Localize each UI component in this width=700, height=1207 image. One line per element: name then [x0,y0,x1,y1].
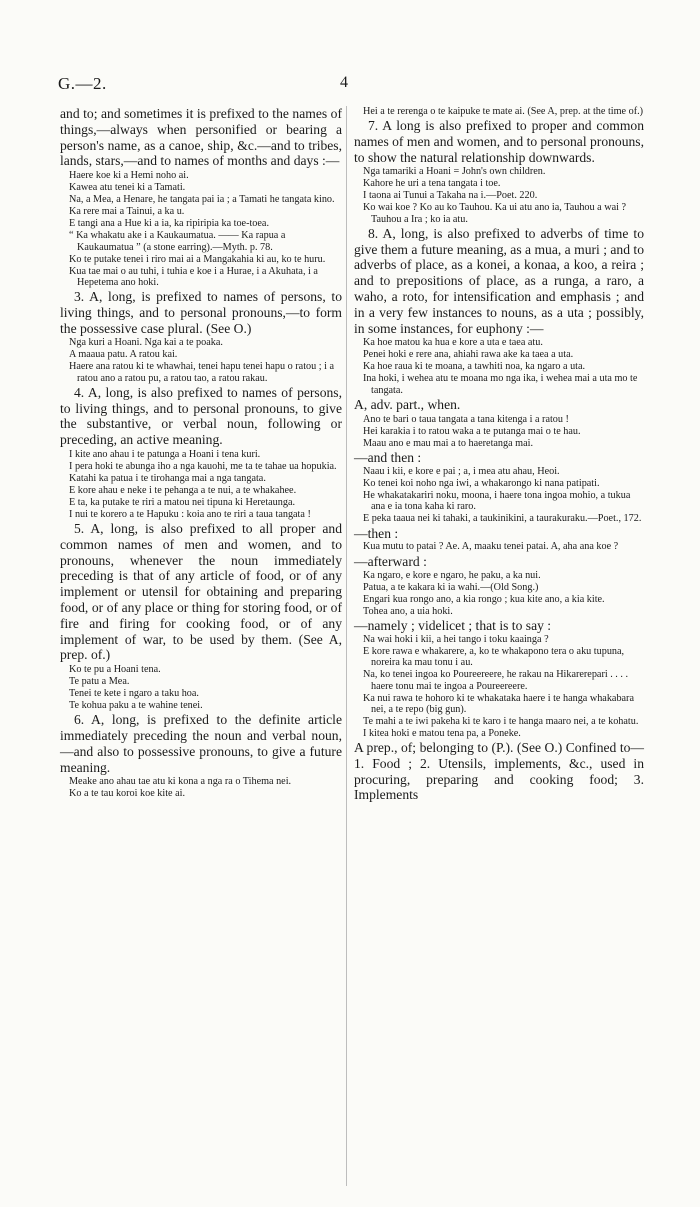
example-line: Kua tae mai o au tuhi, i tuhia e koe i a Hurae, i a Akuhata, i a Hepetema ano hoki. [69,265,318,288]
example-line: Naau i kii, e kore e pai ; a, i mea atu ahau, Heoi. [363,465,560,477]
paragraph: 4. A, long, is also prefixed to names of persons, to living things, and to personal pronouns, to give the substantive, or verbal noun, following or preceding, an active meaning. [60,384,342,448]
example-line: Penei hoki e rere ana, ahiahi rawa ake ka taea a uta. [363,349,574,361]
example-line: E kore rawa e whakarere, a, ko te whakapono tera o aku tupuna, noreira ka mau tonu i au. [363,645,625,669]
right-column [354,106,644,804]
example-line: Ka hoe raua ki te moana, a tawhiti noa, ka ngaro a uta. [363,361,586,373]
example-line: E ta, ka putake te riri a matou nei tipuna ki Heretaunga. [69,496,296,508]
paragraph: 3. A, long, is prefixed to names of persons, to living things, and to personal pronouns,—to form the possessive case plural. (See O.) [60,289,342,336]
paragraph: 8. A, long, is also prefixed to adverbs of time to give them a future meaning, as a mua, a muri ; and to adverbs of place, as a konei, a konaa, a koo, a reira ; and to prepositions of place, as a runga, a raro, a waho, a roto, for intensification and emphasis ; and in a very few instances to nouns, as a uta ; possibly, in some instances, for euphony :— [354,225,644,336]
example-line: Ka hoe matou ka hua e kore a uta e taea atu. [363,337,543,349]
example-line: Maau ano e mau mai a to haeretanga mai. [363,437,533,449]
example-line: Meake ano ahau tae atu ki kona a nga ra o Tihema nei. [69,776,292,788]
example-line: E tangi ana a Hue ki a ia, ka ripiripia ka toe-toea. [69,218,269,230]
example-line: Haere koe ki a Hemi noho ai. [69,170,189,182]
example-line: “ Ka whakatu ake i a Kaukaumatua. —— Ka rapua a Kaukaumatua ” (a stone earring).—Myth. p. 78. [69,230,286,253]
example-line: I kite ano ahau i te patunga a Hoani i tena kuri. [69,448,261,460]
example-line: Kahore he uri a tena tangata i toe. [363,178,501,190]
example-line: Na, a Mea, a Henare, he tangata pai ia ; a Tamati he tangata kino. [69,194,335,206]
example-line: Ka rere mai a Tainui, a ka u. [69,206,185,218]
example-line: Ka nui rawa te hohoro ki te whakataka haere i te hanga whakabara nei, a te repo (big gun). [363,692,634,716]
example-line: He whakatakariri noku, moona, i haere tona ingoa mohio, a tukua ana e ia tona kaha ki raro. [363,489,631,513]
paragraph: and to; and sometimes it is prefixed to the names of things,—always when personified or bearing a person's name, as a canoe, ship, &c.—and to tribes, lands, stars,—and to names of months and days :— [60,106,342,169]
example-line: Ko a te tau koroi koe kite ai. [69,788,185,800]
paragraph: 5. A, long, is also prefixed to all proper and common names of men and women, and to pronouns, whenever the noun immediately preceding is that of any article of food, or of any implement or utensil for obtaining and preparing food, or of any place or thing for storing food, or of fire and firing for cooking food, or of any implement of war, to be used by them. (See A, prep. of.) [60,520,342,663]
paragraph: 6. A, long, is prefixed to the definite article immediately preceding the noun and verbal noun,—and also to possessive pronouns, to give a future meaning. [60,712,342,775]
example-line: Kua mutu to patai ? Ae. A, maaku tenei patai. A, aha ana koe ? [363,541,619,553]
example-line: I pera hoki te abunga iho a nga kauohi, me ta te tahae ua hopukia. [69,460,337,472]
paragraph: A, adv. part., when. [354,396,461,412]
example-line: I kitea hoki e matou tena pa, a Poneke. [363,728,521,740]
sense-heading: —afterward : [354,553,427,569]
example-line: Ina hoki, i wehea atu te moana mo nga ika, i wehea mai a uta mo te tangata. [363,373,638,396]
example-line: I nui te korero a te Hapuku : koia ano te riri a taua tangata ! [69,508,311,520]
example-line: E kore ahau e neke i te pehanga a te nui, a te whakahee. [69,484,297,496]
sense-heading: —and then : [354,449,422,465]
example-line: Nga tamariki a Hoani = John's own children. [363,166,546,178]
example-line: Tenei te kete i ngaro a taku hoa. [69,688,199,700]
left-column [60,106,342,800]
example-line: Ko te putake tenei i riro mai ai a Mangakahia ki au, ko te huru. [69,253,326,265]
example-line: Na wai hoki i kii, a hei tango i toku kaainga ? [363,633,549,645]
sense-heading: —namely ; videlicet ; that is to say : [354,618,552,633]
example-line: Ko wai koe ? Ko au ko Tauhou. Ka ui atu ano ia, Tauhou a wai ? Tauhou a Ira ; ko ia atu. [363,202,626,225]
page-number: 4 [340,74,348,91]
example-line: E peka taaua nei ki tahaki, a taukinikini, a taurakuraku.—Poet., 172. [363,513,642,525]
example-line: Ka ngaro, e kore e ngaro, he paku, a ka nui. [363,569,541,581]
paragraph: 7. A long is also prefixed to proper and common names of men and women, and to personal pronouns, to show the natural relationship downwards. [354,118,644,165]
example-line: Ko tenei koi noho nga iwi, a whakarongo ki nana patipati. [363,477,600,489]
example-line: Te kohua paku a te wahine tenei. [69,700,203,712]
paragraph: A prep., of; belonging to (P.). (See O.) Confined to—1. Food ; 2. Utensils, implements, &c., used in procuring, preparing and cooking food; 3. Implements [354,740,644,803]
example-line: Tohea ano, a uia hoki. [363,605,453,617]
example-line: I taona ai Tunui a Takaha na i.—Poet. 220. [363,190,538,202]
example-line: Katahi ka patua i te tirohanga mai a nga tangata. [69,472,266,484]
example-line: Hei karakia i to ratou waka a te putanga mai o te hau. [363,425,581,437]
column-divider [346,106,347,1186]
example-line: Hei a te rerenga o te kaipuke te mate ai. (See A, prep. at the time of.) [363,106,644,117]
example-line: Na, ko tenei ingoa ko Poureereere, he rakau na Hikarerepari . . . . haere tonu mai te ingoa a Poureereere. [363,669,629,692]
example-line: Ano te bari o taua tangata a tana kitenga i a ratou ! [363,413,569,425]
sense-heading: —then : [354,525,399,541]
example-line: Te patu a Mea. [69,676,130,688]
example-line: Ko te pu a Hoani tena. [69,664,161,676]
example-line: Nga kuri a Hoani. Nga kai a te poaka. [69,337,223,349]
example-line: Te mahi a te iwi pakeha ki te karo i te hanga maaro nei, a te kohatu. [363,716,639,728]
page-header-left: G.—2. [58,74,107,93]
example-line: Haere ana ratou ki te whawhai, tenei hapu tenei hapu o ratou ; i a ratou ano a ratou pu, a ratou tao, a ratou rakau. [69,361,335,384]
example-line: Kawea atu tenei ki a Tamati. [69,182,186,194]
example-line: A maaua patu. A ratou kai. [69,349,178,361]
example-line: Patua, a te kakara ki ia wahi.—(Old Song.) [363,581,539,593]
example-line: Engari kua rongo ano, a kia rongo ; kua kite ano, a kia kite. [363,593,605,605]
